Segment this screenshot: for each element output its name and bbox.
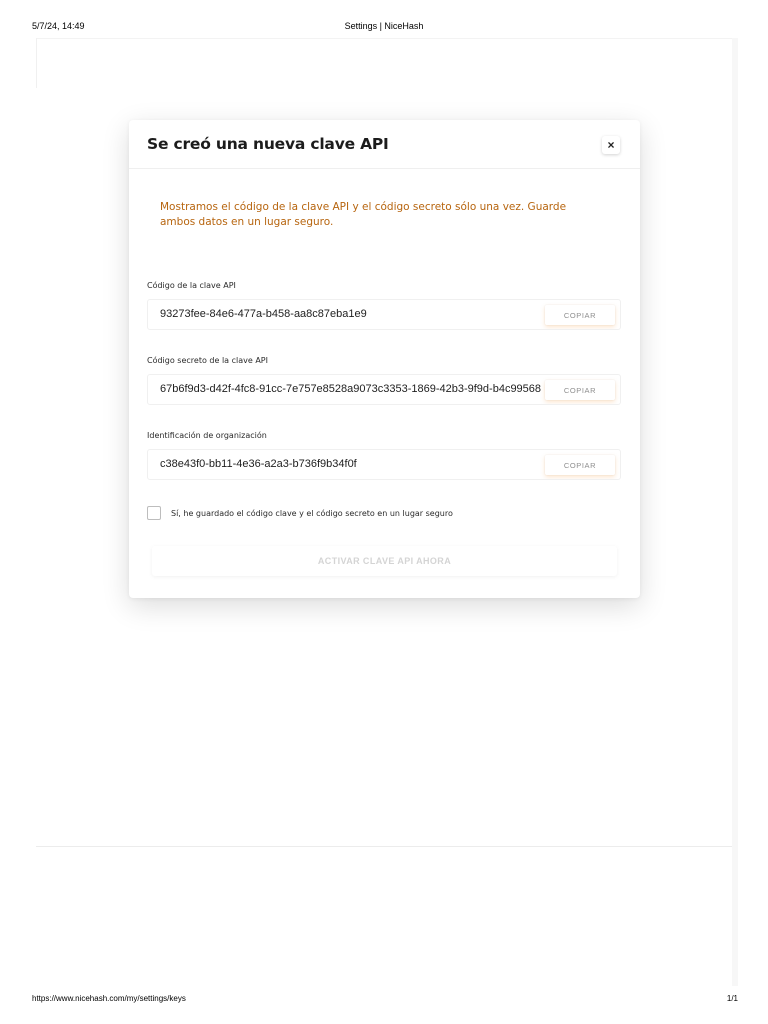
print-page-number: 1/1	[726, 994, 738, 1003]
modal-title: Se creó una nueva clave API	[147, 135, 389, 153]
api-key-field[interactable]	[147, 299, 621, 330]
api-key-label: Código de la clave API	[147, 281, 236, 290]
organization-id-field[interactable]	[147, 449, 621, 480]
security-notice: Mostramos el código de la clave API y el código secreto sólo una vez. Guarde ambos datos en un lugar seguro.	[160, 201, 567, 228]
organization-id-value: c38e43f0-bb11-4e36-a2a3-b736f9b34f0f	[160, 458, 357, 470]
close-icon: ×	[607, 138, 615, 152]
activate-api-key-button[interactable]: ACTIVAR CLAVE API AHORA	[152, 546, 617, 576]
copy-api-secret-button[interactable]: COPIAR	[545, 380, 615, 400]
modal-header	[129, 120, 640, 169]
copy-api-key-button[interactable]: COPIAR	[545, 305, 615, 325]
api-secret-field[interactable]	[147, 374, 621, 405]
api-secret-value: 67b6f9d3-d42f-4fc8-91cc-7e757e8528a9073c3353-1869-42b3-9f9d-b4c99568	[160, 383, 542, 395]
confirm-saved-row[interactable]	[147, 506, 453, 520]
close-button[interactable]	[602, 136, 620, 154]
print-title: Settings | NiceHash	[344, 21, 424, 31]
organization-id-label: Identificación de organización	[147, 431, 267, 440]
print-date: 5/7/24, 14:49	[32, 21, 85, 31]
background-left-line	[36, 38, 37, 88]
confirm-saved-label[interactable]: Sí, he guardado el código clave y el código secreto en un lugar seguro	[171, 508, 453, 518]
print-url: https://www.nicehash.com/my/settings/keys	[32, 994, 186, 1003]
background-scrollbar-strip	[732, 38, 738, 986]
copy-organization-id-button[interactable]: COPIAR	[545, 455, 615, 475]
background-footer-divider	[36, 846, 732, 847]
api-key-value: 93273fee-84e6-477a-b458-aa8c87eba1e9	[160, 308, 367, 320]
confirm-saved-checkbox[interactable]	[147, 506, 161, 520]
background-header-line	[36, 38, 732, 39]
api-secret-label: Código secreto de la clave API	[147, 356, 268, 365]
new-api-key-modal	[129, 120, 640, 598]
